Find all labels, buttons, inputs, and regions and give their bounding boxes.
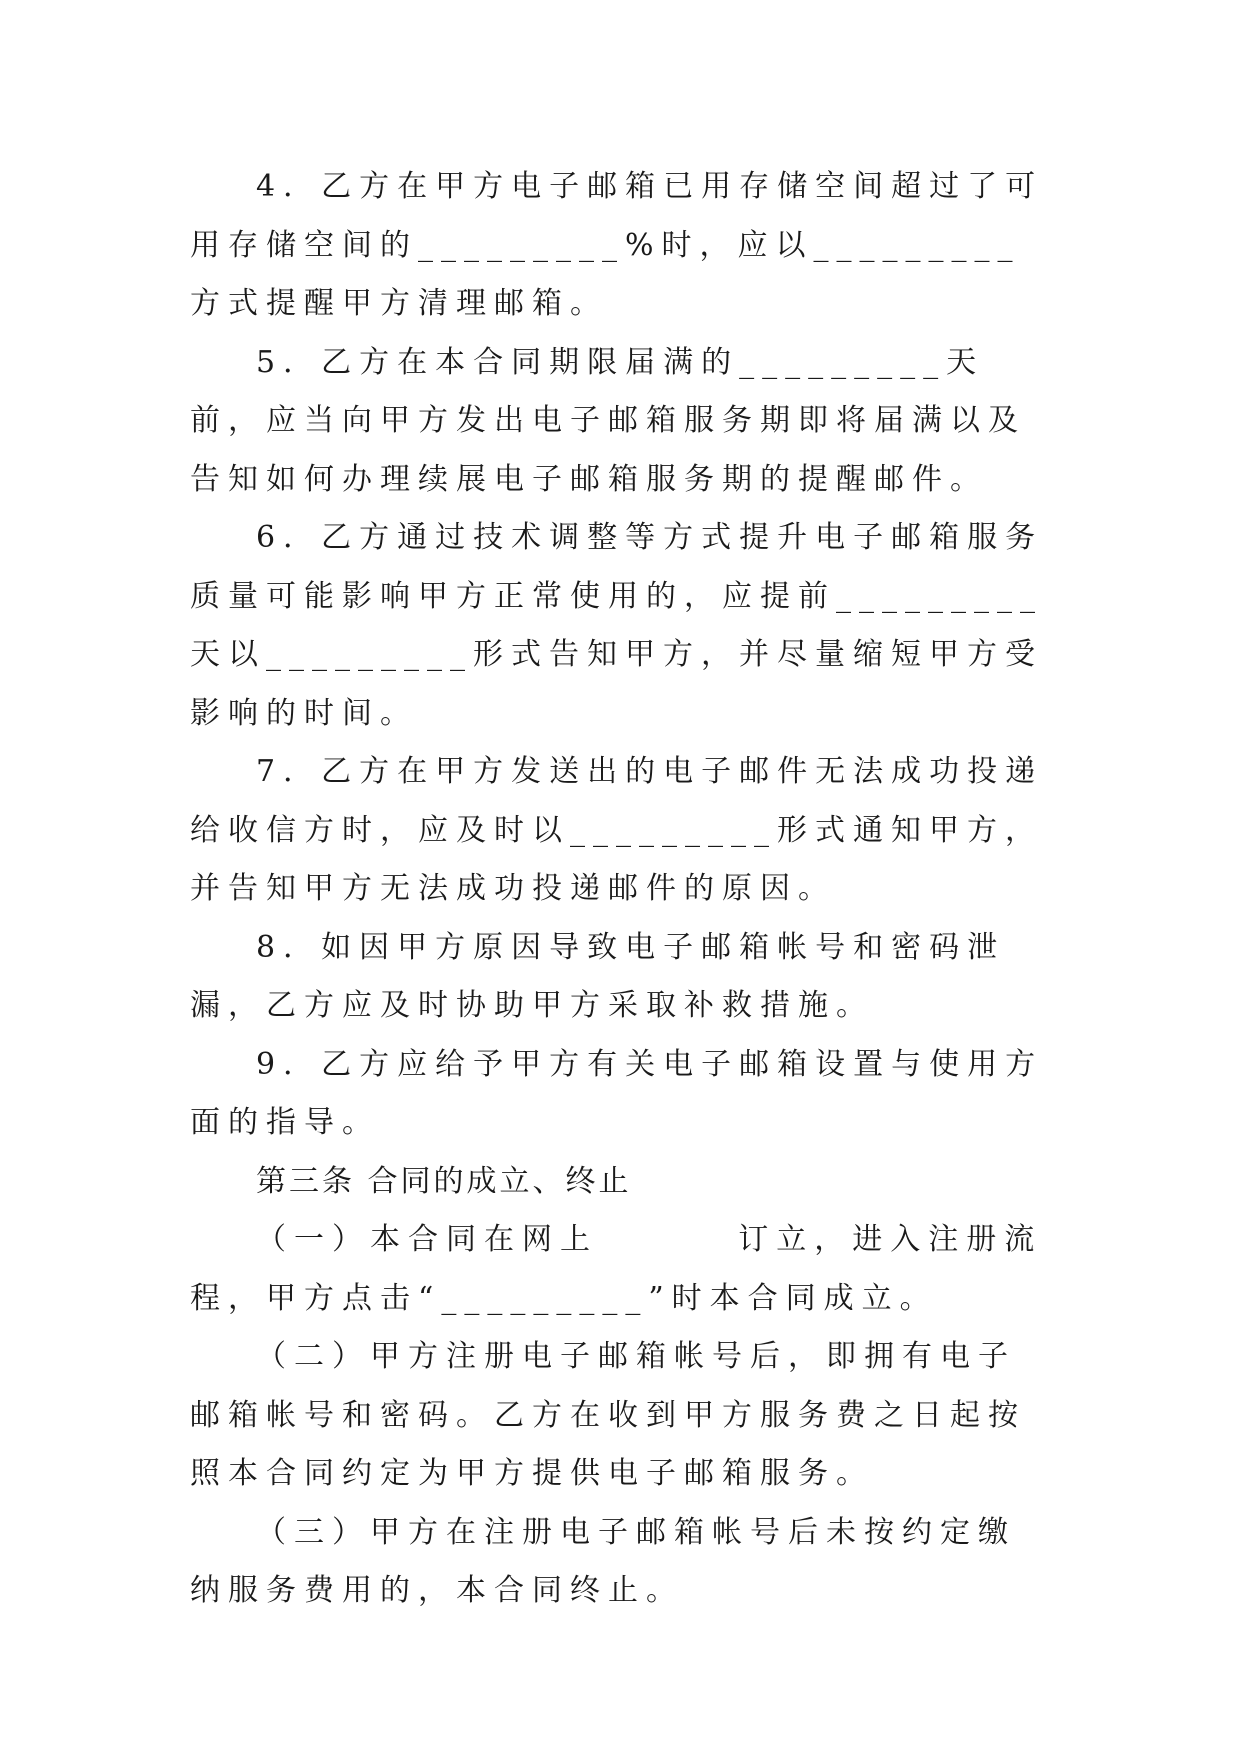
- clause-item-8: 8．如因甲方原因导致电子邮箱帐号和密码泄漏，乙方应及时协助甲方采取补救措施。: [190, 929, 1006, 1023]
- sub-clause-3: （三）甲方在注册电子邮箱帐号后未按约定缴纳服务费用的，本合同终止。: [190, 1514, 1016, 1608]
- clause-item-5: 5．乙方在本合同期限届满的_________天前，应当向甲方发出电子邮箱服务期即将届满以及告知如何办理续展电子邮箱服务期的提醒邮件。: [190, 344, 1026, 497]
- clause-item-4: 4．乙方在甲方电子邮箱已用存储空间超过了可用存储空间的_________%时，应以_________方式提醒甲方清理邮箱。: [190, 169, 1044, 321]
- clause-item-6: 6．乙方通过技术调整等方式提升电子邮箱服务质量可能影响甲方正常使用的，应提前_________天以_________形式告知甲方，并尽量缩短甲方受影响的时间。: [190, 520, 1044, 731]
- sub-clause-2: （二）甲方注册电子邮箱帐号后，即拥有电子邮箱帐号和密码。乙方在收到甲方服务费之日起按照本合同约定为甲方提供电子邮箱服务。: [190, 1339, 1026, 1491]
- document-page: [190, 158, 1050, 1621]
- section-heading: 第三条 合同的成立、终止: [256, 1163, 632, 1199]
- clause-item-7: 7．乙方在甲方发送出的电子邮件无法成功投递给收信方时，应及时以_________形式通知甲方，并告知甲方无法成功投递邮件的原因。: [190, 754, 1044, 906]
- sub-clause-1: （一）本合同在网上 订立，进入注册流程，甲方点击“_________”时本合同成立。: [190, 1222, 1043, 1316]
- clause-item-9: 9．乙方应给予甲方有关电子邮箱设置与使用方面的指导。: [190, 1046, 1044, 1140]
